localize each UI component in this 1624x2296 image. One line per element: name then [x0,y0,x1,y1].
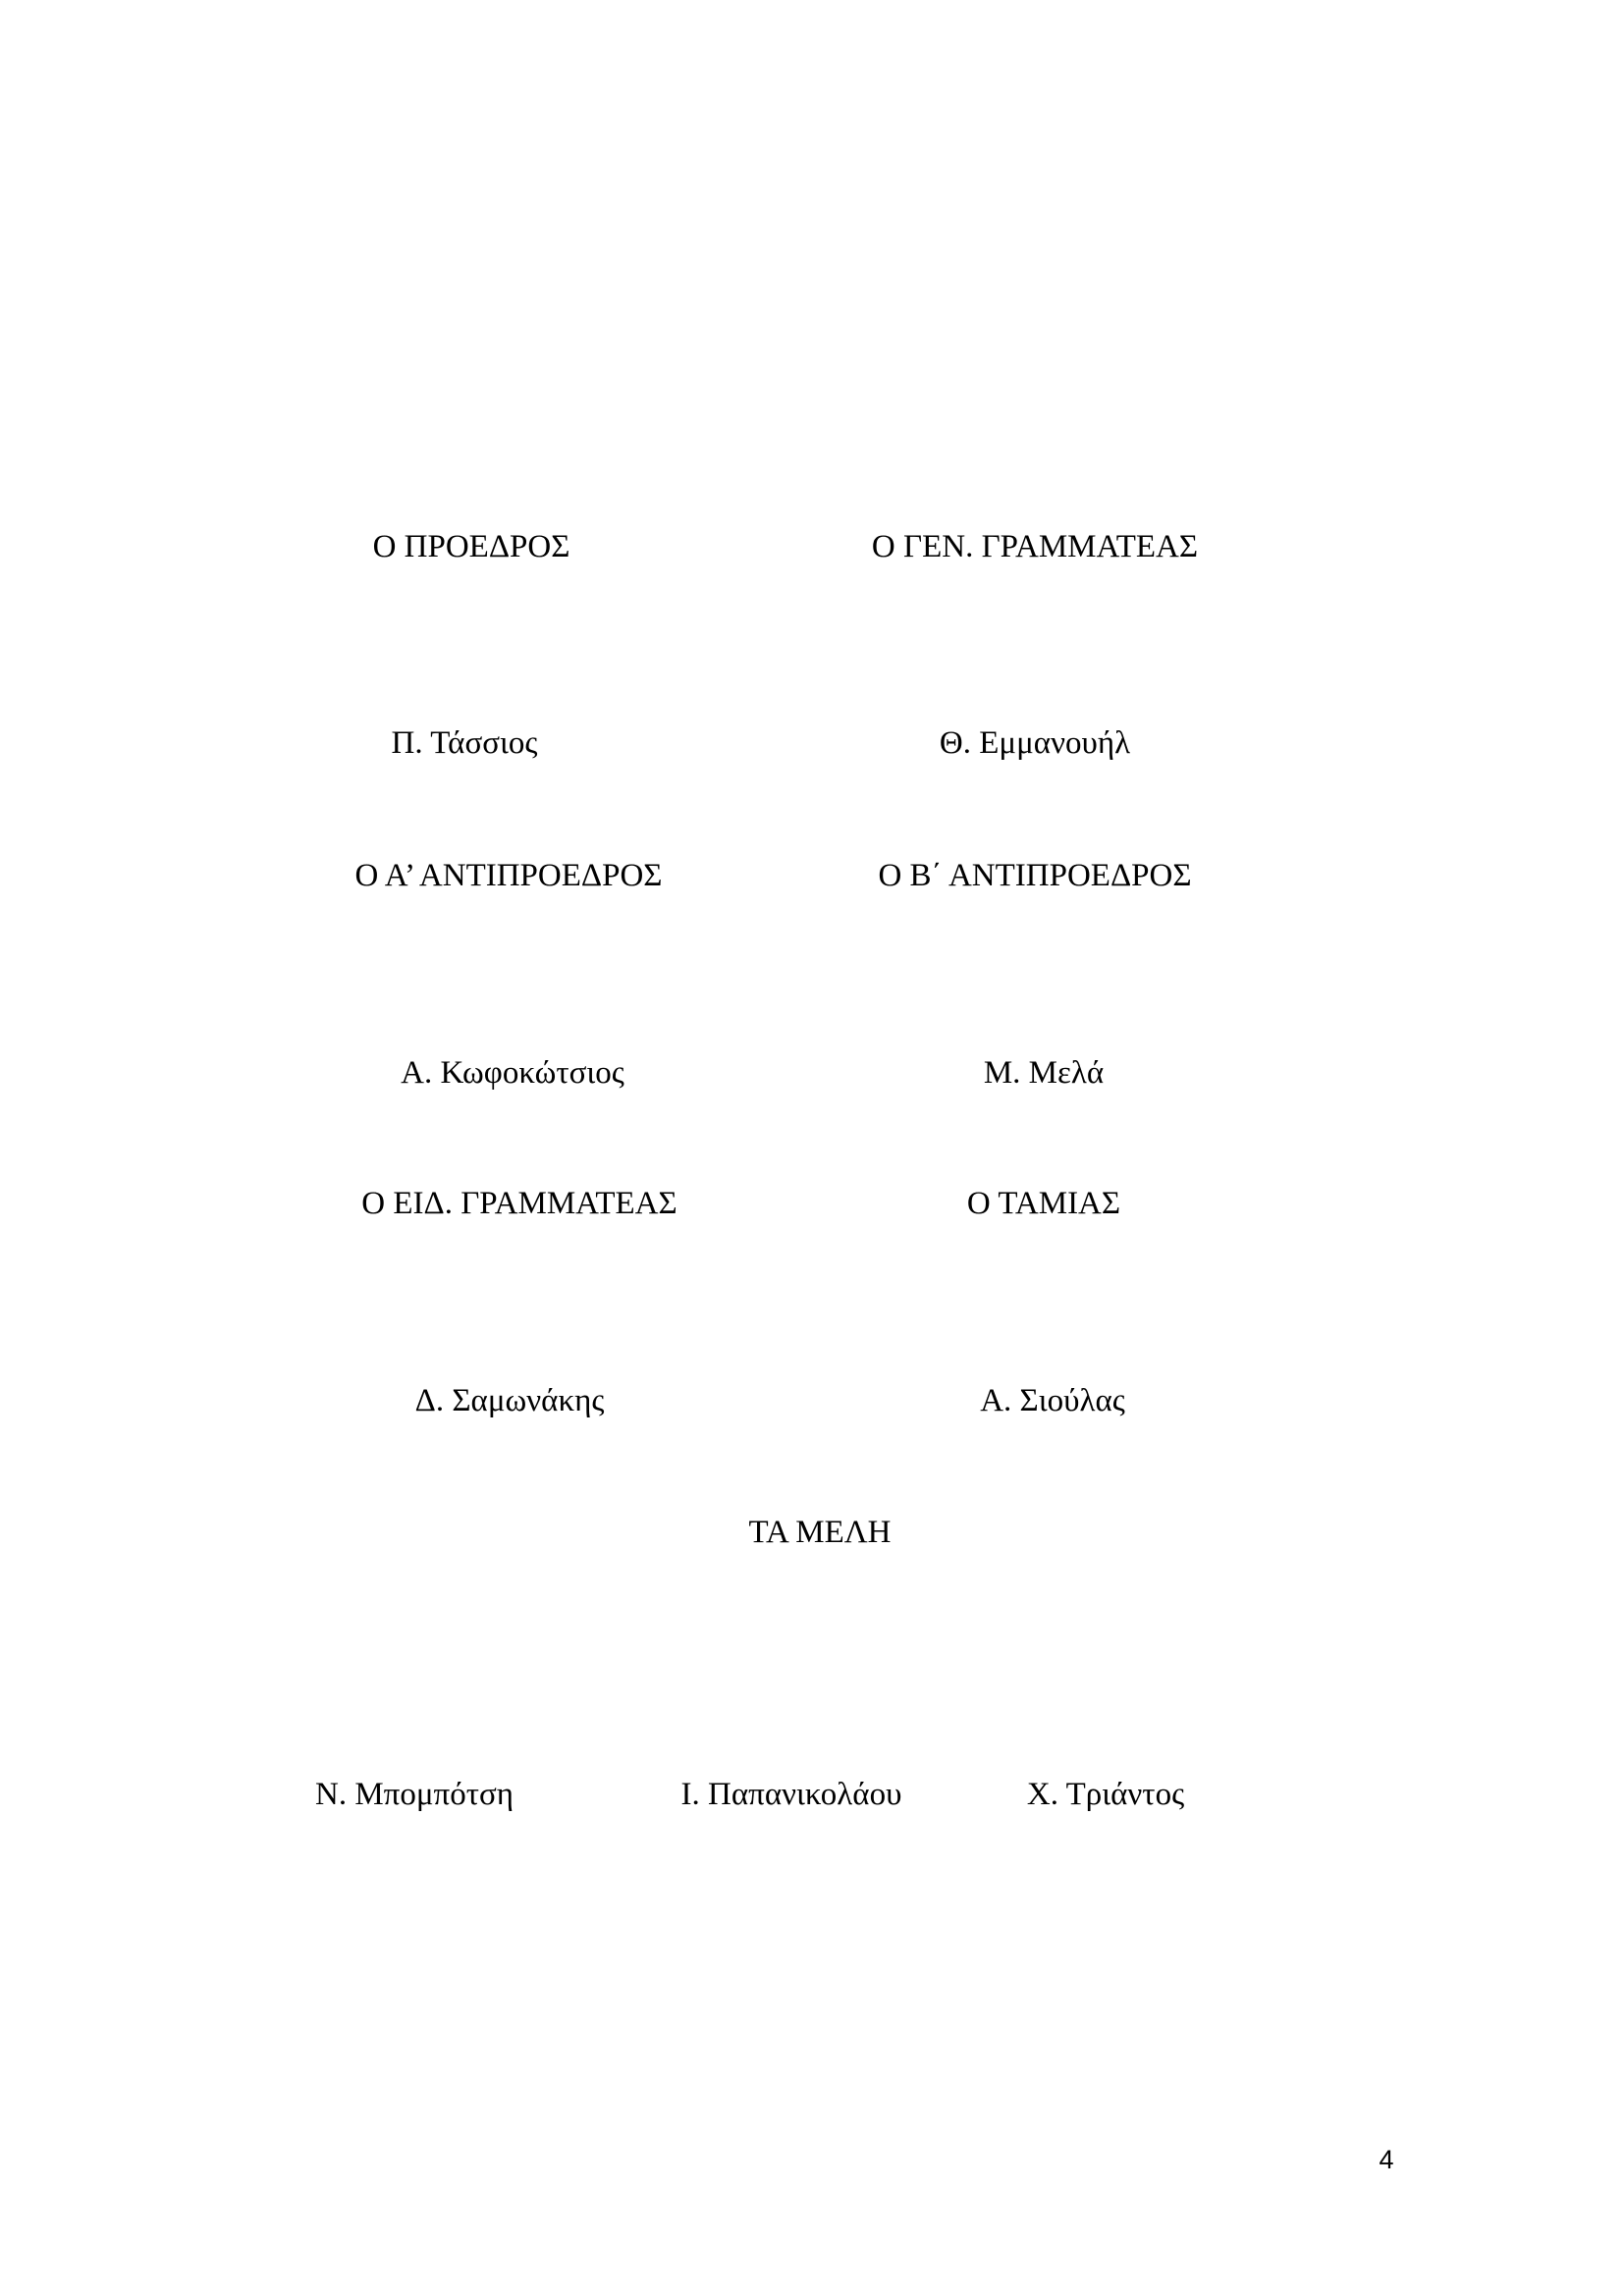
member-name-1: Ν. Μπομπότση [315,1777,514,1812]
page-number: 4 [1379,2145,1394,2174]
special-secretary-title: Ο ΕΙΔ. ΓΡΑΜΜΑΤΕΑΣ [361,1186,677,1221]
member-name-3: Χ. Τριάντος [1026,1777,1185,1812]
member-name-2: Ι. Παπανικολάου [680,1777,902,1812]
members-heading: ΤΑ ΜΕΛΗ [748,1515,892,1550]
general-secretary-name: Θ. Εμμανουήλ [939,725,1131,761]
treasurer-title: Ο ΤΑΜΙΑΣ [966,1186,1121,1221]
vice-president-a-title: Ο Α’ ΑΝΤΙΠΡΟΕΔΡΟΣ [354,858,663,893]
general-secretary-title: Ο ΓΕΝ. ΓΡΑΜΜΑΤΕΑΣ [871,529,1199,564]
president-title: Ο ΠΡΟΕΔΡΟΣ [372,529,570,564]
vice-president-b-title: Ο Β΄ ΑΝΤΙΠΡΟΕΔΡΟΣ [878,858,1192,893]
special-secretary-name: Δ. Σαμωνάκης [414,1383,605,1418]
vice-president-a-name: Α. Κωφοκώτσιος [401,1055,624,1091]
president-name: Π. Τάσσιος [391,725,538,761]
treasurer-name: Α. Σιούλας [980,1383,1125,1418]
vice-president-b-name: Μ. Μελά [983,1055,1105,1091]
